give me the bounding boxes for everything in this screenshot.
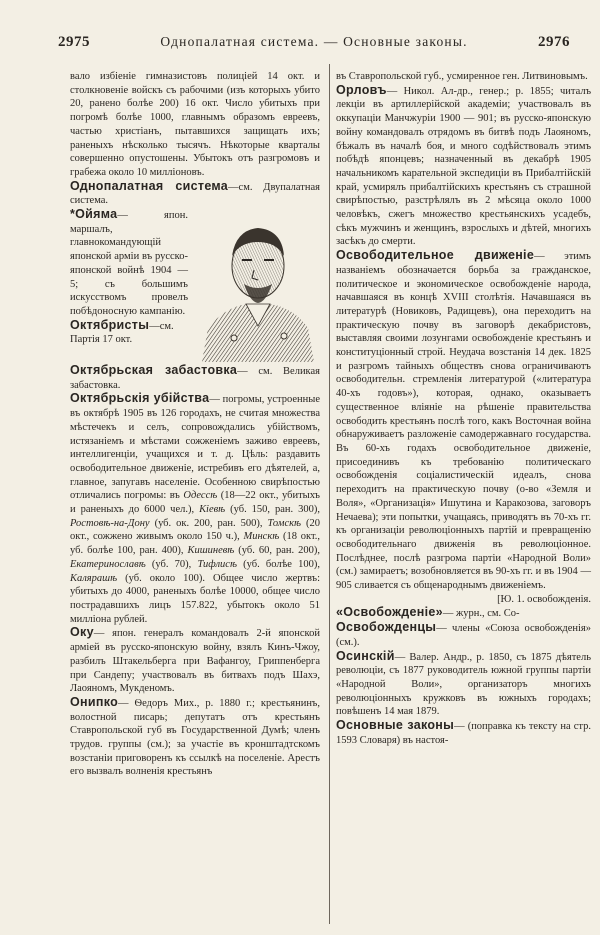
entry-oku [70, 626, 320, 696]
city-name: Ростовѣ-на-Дону [70, 517, 150, 529]
entry-headword: Освобожденцы [336, 620, 437, 635]
entry-osinsky [336, 650, 591, 720]
entry-orlov [336, 84, 591, 249]
entry-oktyabrskie-ubiystva [70, 392, 320, 626]
left-page-number: 2975 [58, 34, 90, 50]
entry-text: — Валер. Андр., р. 1850, съ 1875 дѣятель революціи, съ 1877 руководитель южной группы партіи «Народной Воли», организаторъ многихъ революціонныхъ кружковъ въ южныхъ городахъ; повѣшенъ 14 мая 1879. [336, 651, 591, 718]
entry-text: (уб. около 100). Общее число жертвъ: убитыхъ до 4000, раненыхъ болѣе 10000, общее число пострадавшихъ лицъ 157.822, убытокъ около 51 милліона рублей. [70, 572, 320, 625]
entry-headword: Онипко [70, 694, 119, 709]
entry-headword: Однопалатная система [70, 178, 229, 193]
entry-text: (20 окт., сожжено живымъ около 150 ч.), [70, 517, 321, 543]
entry-osvobozhdentsy [336, 621, 591, 649]
entry-text: (уб. 60, ран. 200), [234, 545, 320, 557]
entry-headword: Октябристы [70, 317, 150, 332]
entry-text: (18 окт., уб. болѣе 100, ран. 400), [70, 531, 321, 557]
cross-reference: [Ю. 1. освобожденія. [497, 593, 591, 605]
entry-headword: Октябрьская забастовка [70, 363, 238, 378]
entry-text: — погромы, устроенные въ октябрѣ 1905 въ 126 городахъ, не считая множества мѣстечекъ и селъ, сопровождались убійствомъ, истязаніемъ и мѣстами сожженіемъ заживо евреевъ, интеллигенціи, учащихся и т. д. Цѣль: раздавить освободительное движеніе, истребивъ его дѣятелей, а, главное, запугавъ населеніе. Особенною свирѣпостью отличались погромы: въ [70, 394, 321, 502]
entry-text: — Никол. Ал-др., генер.; р. 1855; читалъ лекціи въ артиллерійской академіи; участвовалъ въ оккупаціи Манчжуріи 1900 — 901; въ русско-японскую войну командовалъ отрядомъ въ битвѣ подъ Лаояномъ, бѣжалъ въ началѣ боя, и много содѣйствовалъ этимъ побѣдѣ японцевъ; назначенный въ декабрѣ 1905 начальникомъ карательной экспедиціи въ Прибалтійскій край, усмирялъ прибалтійскихъ крестьянъ съ страшной свирѣпостью, разстрѣлялъ въ 2 мѣсяца около 1000 человѣкъ, сжегъ множество крестьянскихъ усадебъ, сѣкъ мужчинъ и женщинъ, взрослыхъ и дѣтей, многихъ засѣкъ до смерти. [336, 85, 591, 248]
entry-headword: «Освобожденіе» [336, 605, 443, 620]
entry-text: — Ѳедоръ Мих., р. 1880 г.; крестьянинъ, волостной писарь; депутатъ отъ крестьянъ Ставропольской губ въ Государственной Думѣ; членъ трудов. группы (см.); за участіе въ кронштадтскомъ возстаніи приговоренъ къ ссылкѣ на поселеніе. Арестъ его вызвалъ волненія крестьянъ [70, 697, 320, 778]
city-name: Кіевѣ [199, 504, 226, 516]
city-name: Минскѣ [243, 531, 280, 543]
city-name: Одессѣ [183, 490, 218, 502]
continued-entry: въ Ставропольской губ., усмиренное ген. Литвиновымъ. [336, 71, 588, 82]
entry-oyama [70, 208, 320, 347]
city-name: Калярашѣ [70, 572, 118, 584]
running-title: Однопалатная система. — Основные законы. [160, 34, 468, 49]
entry-headword: Осинскій [336, 648, 395, 663]
entry-headword: Октябрьскія убійства [70, 391, 210, 406]
entry-text: — см. Великая забастовка. [70, 366, 320, 391]
oyama-portrait [194, 210, 322, 362]
right-column [336, 70, 591, 747]
right-page-number: 2976 [538, 34, 570, 50]
entry-osvobozhdenie-journal [336, 606, 591, 621]
entry-onipko [70, 696, 320, 779]
entry-text: — члены «Союза освобожденія» (см.). [336, 623, 591, 648]
entry-headword: *Ойяма [70, 207, 118, 222]
entry-text: — журн., см. Со- [442, 608, 520, 620]
entry-oktyabrskaya-zabastovka [70, 364, 320, 392]
city-name: Тифлисѣ [197, 558, 237, 570]
entry-osvoboditelnoe-dvizhenie [336, 249, 591, 593]
entry-headword: Основные законы [336, 718, 455, 733]
entry-text: —см. Двупалатная система. [70, 181, 320, 207]
entry-osnovnye-zakony [336, 719, 591, 747]
entry-text: — этимъ названіемъ обозначается борьба за гражданское, политическое и экономическое освобожденіе народа, начавшаяся въ концѣ XVIII столѣтія. Начавшаяся въ литературѣ (Новиковъ, Радищевъ), она переходитъ на практическую почву въ заговорѣ декабристовъ, выставляя своими лозунгами освобожденіе крестьянъ и конституціонный строй. Неудача возстанія 14 дек. 1825 и разгромъ тайныхъ обществъ снова ограничиваютъ освободительн. стремленія литературой («литература 40-хъ годовъ»), которая, однако, оказываетъ существенное вліяніе на рѣшеніе правительства освободить крестьянъ послѣ того, какъ Восточная война обнаруживаетъ разложеніе самодержавнаго государства. Въ 60-хъ годахъ освободительное движеніе, присоединивъ къ требованію политическаго освобожденія соціалистическій идеалъ, снова переходитъ на практическую почву (о-во «Земля и Воля», «Организація» Ишутина и Каракозова, заговоръ Нечаева); эти попытки, учащаясь, приводятъ въ 70-хъ гг. къ организаціи революціонныхъ партій и превращенію освободительнаго движенія въ революціонное. Послѣднее, послѣ разгрома партіи «Народной Воли» (см.) замираетъ; возобновляется въ 90-хъ гг. и въ 1904 — 905 сливается съ общенароднымъ движеніемъ. [336, 251, 591, 592]
page-header [58, 34, 570, 56]
column-divider [329, 64, 330, 924]
entry-text: —см. Партія 17 окт. [70, 320, 174, 346]
entry-text: (уб. 150, ран. 300), [225, 504, 320, 516]
city-name: Кишиневѣ [187, 545, 235, 557]
entry-text: (уб. болѣе 100), [236, 558, 320, 570]
left-column [70, 70, 320, 779]
entry-text: — (поправка къ тексту на стр. 1593 Словаря) въ настоя- [336, 721, 591, 746]
entry-headword: Оку [70, 625, 94, 640]
entry-text: (18—22 окт., убитыхъ и раненыхъ до 6000 чел.), [70, 490, 320, 516]
city-name: Томскѣ [267, 517, 302, 529]
entry-text: — япон. генералъ командовалъ 2-й японской арміей въ русско-японскую войну, взялъ Кинъ-Чжоу, разбилъ Штакельберга при Вафангоу, Гриппенберга при Сандепу; участвовалъ въ битвахъ подъ Шахэ, Лаояномъ, Мукденомъ. [70, 628, 320, 695]
entry-text: (уб. 70), [145, 558, 198, 570]
entry-odnopalatnaya [70, 180, 320, 208]
portrait-engraving [194, 210, 322, 362]
entry-text: — япон. маршалъ, главнокомандующій японской арміи въ русско-японской войнѣ 1904 — 5; съ большимъ искусствомъ провелъ побѣдоносную кампанію. [70, 210, 188, 317]
continued-entry: вало избіеніе гимназистовъ полиціей 14 окт. и столкновеніе войскъ съ рабочими (изъ которыхъ убито 20, ранено болѣе 200) 16 окт. Число убитыхъ при погромѣ болѣе 1000, главнымъ образомъ евреевъ, частью христіанъ, пытавшихся защищать ихъ; раненыхъ нѣсколько тысячъ. Нѣкоторые кварталы совершенно опустошены. Убытокъ отъ разгромовъ и грабежа около 10 милліоновъ. [70, 71, 320, 178]
entry-headword: Орловъ [336, 82, 387, 97]
entry-text: (уб. ок. 200, ран. 500), [149, 517, 268, 529]
city-name: Екатеринославѣ [70, 558, 146, 570]
entry-headword: Освободительное движеніе [336, 248, 535, 263]
